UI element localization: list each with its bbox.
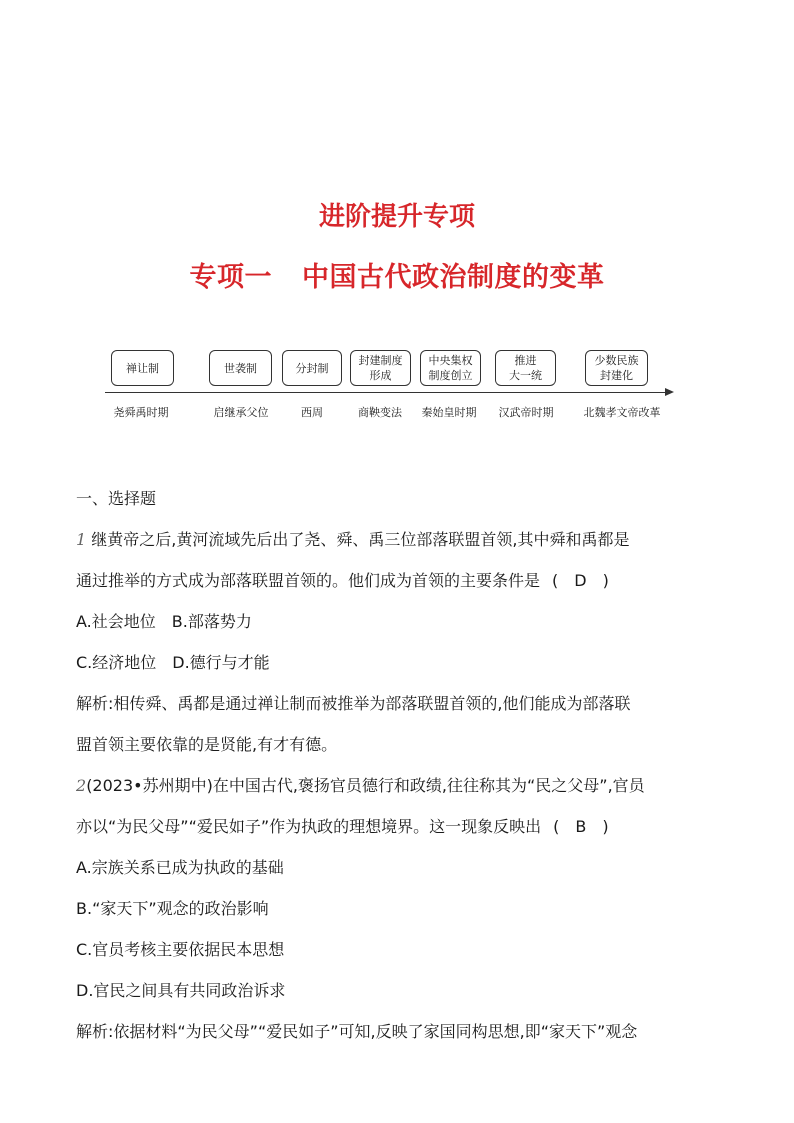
- q2-stem-line-2: [76, 806, 726, 847]
- q1-options-ab: A.社会地位 B.部落势力: [76, 612, 252, 631]
- timeline: [0, 340, 794, 430]
- q1-stem-text: 继黄帝之后,黄河流域先后出了尧、舜、禹三位部落联盟首领,其中舜和禹都是: [91, 530, 630, 549]
- timeline-period-label: 尧舜禹时期: [113, 406, 169, 419]
- q1-analysis-line-1: 解析:相传舜、禹都是通过禅让制而被推举为部落联盟首领的,他们能成为部落联: [76, 694, 631, 713]
- timeline-stage-box: 中央集权 制度创立: [420, 350, 481, 386]
- q2-option-d: D.官民之间具有共同政治诉求: [76, 981, 286, 1000]
- timeline-period-label: 商鞅变法: [358, 406, 402, 419]
- subtitle-right: 中国古代政治制度的变革: [302, 262, 605, 293]
- q2-number: 2: [76, 776, 87, 795]
- subtitle-left: 专项一: [189, 262, 272, 293]
- timeline-stage-box: 封建制度 形成: [350, 350, 411, 386]
- q2-option-a: A.宗族关系已成为执政的基础: [76, 858, 284, 877]
- timeline-period-label: 秦始皇时期: [421, 406, 477, 419]
- q2-stem-text: 亦以“为民父母”“爱民如子”作为执政的理想境界。这一现象反映出: [76, 817, 542, 836]
- timeline-stage-box: 分封制: [282, 350, 342, 386]
- q1-stem-line-2: [76, 560, 726, 601]
- section-heading: 一、选择题: [76, 489, 157, 508]
- timeline-stage-box: 世袭制: [209, 350, 272, 386]
- timeline-stage-box: 少数民族 封建化: [585, 350, 648, 386]
- timeline-axis: [105, 392, 667, 393]
- timeline-period-label: 汉武帝时期: [498, 406, 554, 419]
- q1-number: 1: [76, 530, 87, 549]
- question-content: [76, 478, 726, 1052]
- q2-stem-text: (2023•苏州期中)在中国古代,褒扬官员德行和政绩,往往称其为“民之父母”,官员: [86, 776, 645, 795]
- page-subtitle: [0, 255, 794, 294]
- q1-options-cd: C.经济地位 D.德行与才能: [76, 653, 270, 672]
- page-title: 进阶提升专项: [318, 202, 475, 232]
- q2-analysis-line-1: 解析:依据材料“为民父母”“爱民如子”可知,反映了家国同构思想,即“家天下”观念: [76, 1022, 638, 1041]
- q1-stem-line-1: [76, 519, 726, 560]
- q2-option-b: B.“家天下”观念的政治影响: [76, 899, 269, 918]
- timeline-stage-box: 推进 大一统: [495, 350, 556, 386]
- timeline-stage-box: 禅让制: [111, 350, 174, 386]
- q2-answer: ( B ): [553, 817, 609, 836]
- q1-analysis-line-2: 盟首领主要依靠的是贤能,有才有德。: [76, 735, 338, 754]
- timeline-period-label: 启继承父位: [213, 406, 269, 419]
- timeline-arrow: [665, 388, 674, 396]
- timeline-period-label: 北魏孝文帝改革: [583, 406, 661, 419]
- q1-stem-text: 通过推举的方式成为部落联盟首领的。他们成为首领的主要条件是: [76, 571, 541, 590]
- q2-option-c: C.官员考核主要依据民本思想: [76, 940, 285, 959]
- q2-stem-line-1: [76, 765, 726, 806]
- timeline-period-label: 西周: [301, 406, 323, 419]
- q1-answer: ( D ): [552, 571, 609, 590]
